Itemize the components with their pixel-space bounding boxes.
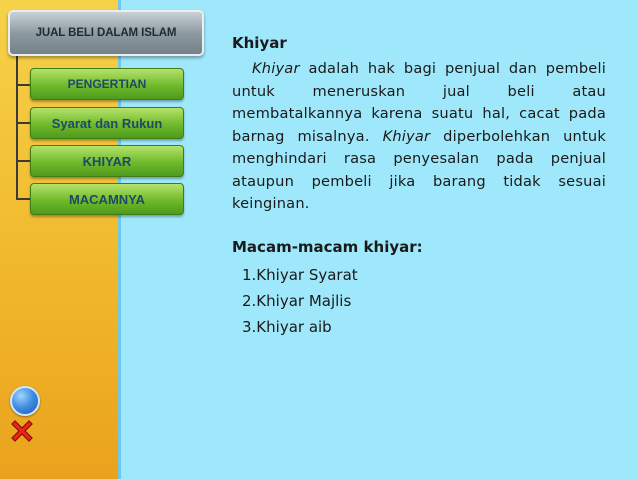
tree-line-branch-2	[16, 122, 30, 124]
list-item: 2.Khiyar Majlis	[242, 291, 352, 310]
tree-line-branch-4	[16, 198, 30, 200]
tree-line-branch-1	[16, 84, 30, 86]
nav-button-macamnya[interactable]: MACAMNYA	[30, 183, 184, 215]
khiyar-types-list	[232, 262, 606, 340]
list-item: 3.Khiyar aib	[242, 317, 332, 336]
page-title: Khiyar	[232, 34, 287, 52]
tree-line-branch-3	[16, 160, 30, 162]
content-area	[232, 34, 606, 340]
khiyar-paragraph	[232, 58, 606, 216]
sidebar-title: JUAL BELI DALAM ISLAM	[8, 10, 204, 56]
term-khiyar-2: Khiyar	[382, 127, 431, 145]
nav-button-pengertian[interactable]: PENGERTIAN	[30, 68, 184, 100]
paragraph-text-2: diperbolehkan untuk menghindari rasa penyesalan pada penjual ataupun pembeli jika barang tidak sesuai keinginan.	[232, 127, 606, 212]
red-x-icon[interactable]	[9, 418, 35, 444]
nav-button-syarat-dan-rukun[interactable]: Syarat dan Rukun	[30, 107, 184, 139]
blue-circle-icon[interactable]	[10, 386, 40, 416]
tree-line-vertical	[16, 52, 18, 200]
nav-button-khiyar[interactable]: KHIYAR	[30, 145, 184, 177]
paragraph-text-1: adalah hak bagi penjual dan pembeli untuk meneruskan jual beli atau membatalkannya karena suatu hal, cacat pada barnag misalnya.	[232, 60, 606, 145]
term-khiyar-1: Khiyar	[252, 60, 300, 77]
list-heading: Macam-macam khiyar:	[232, 237, 423, 256]
list-item: 1.Khiyar Syarat	[242, 265, 358, 284]
